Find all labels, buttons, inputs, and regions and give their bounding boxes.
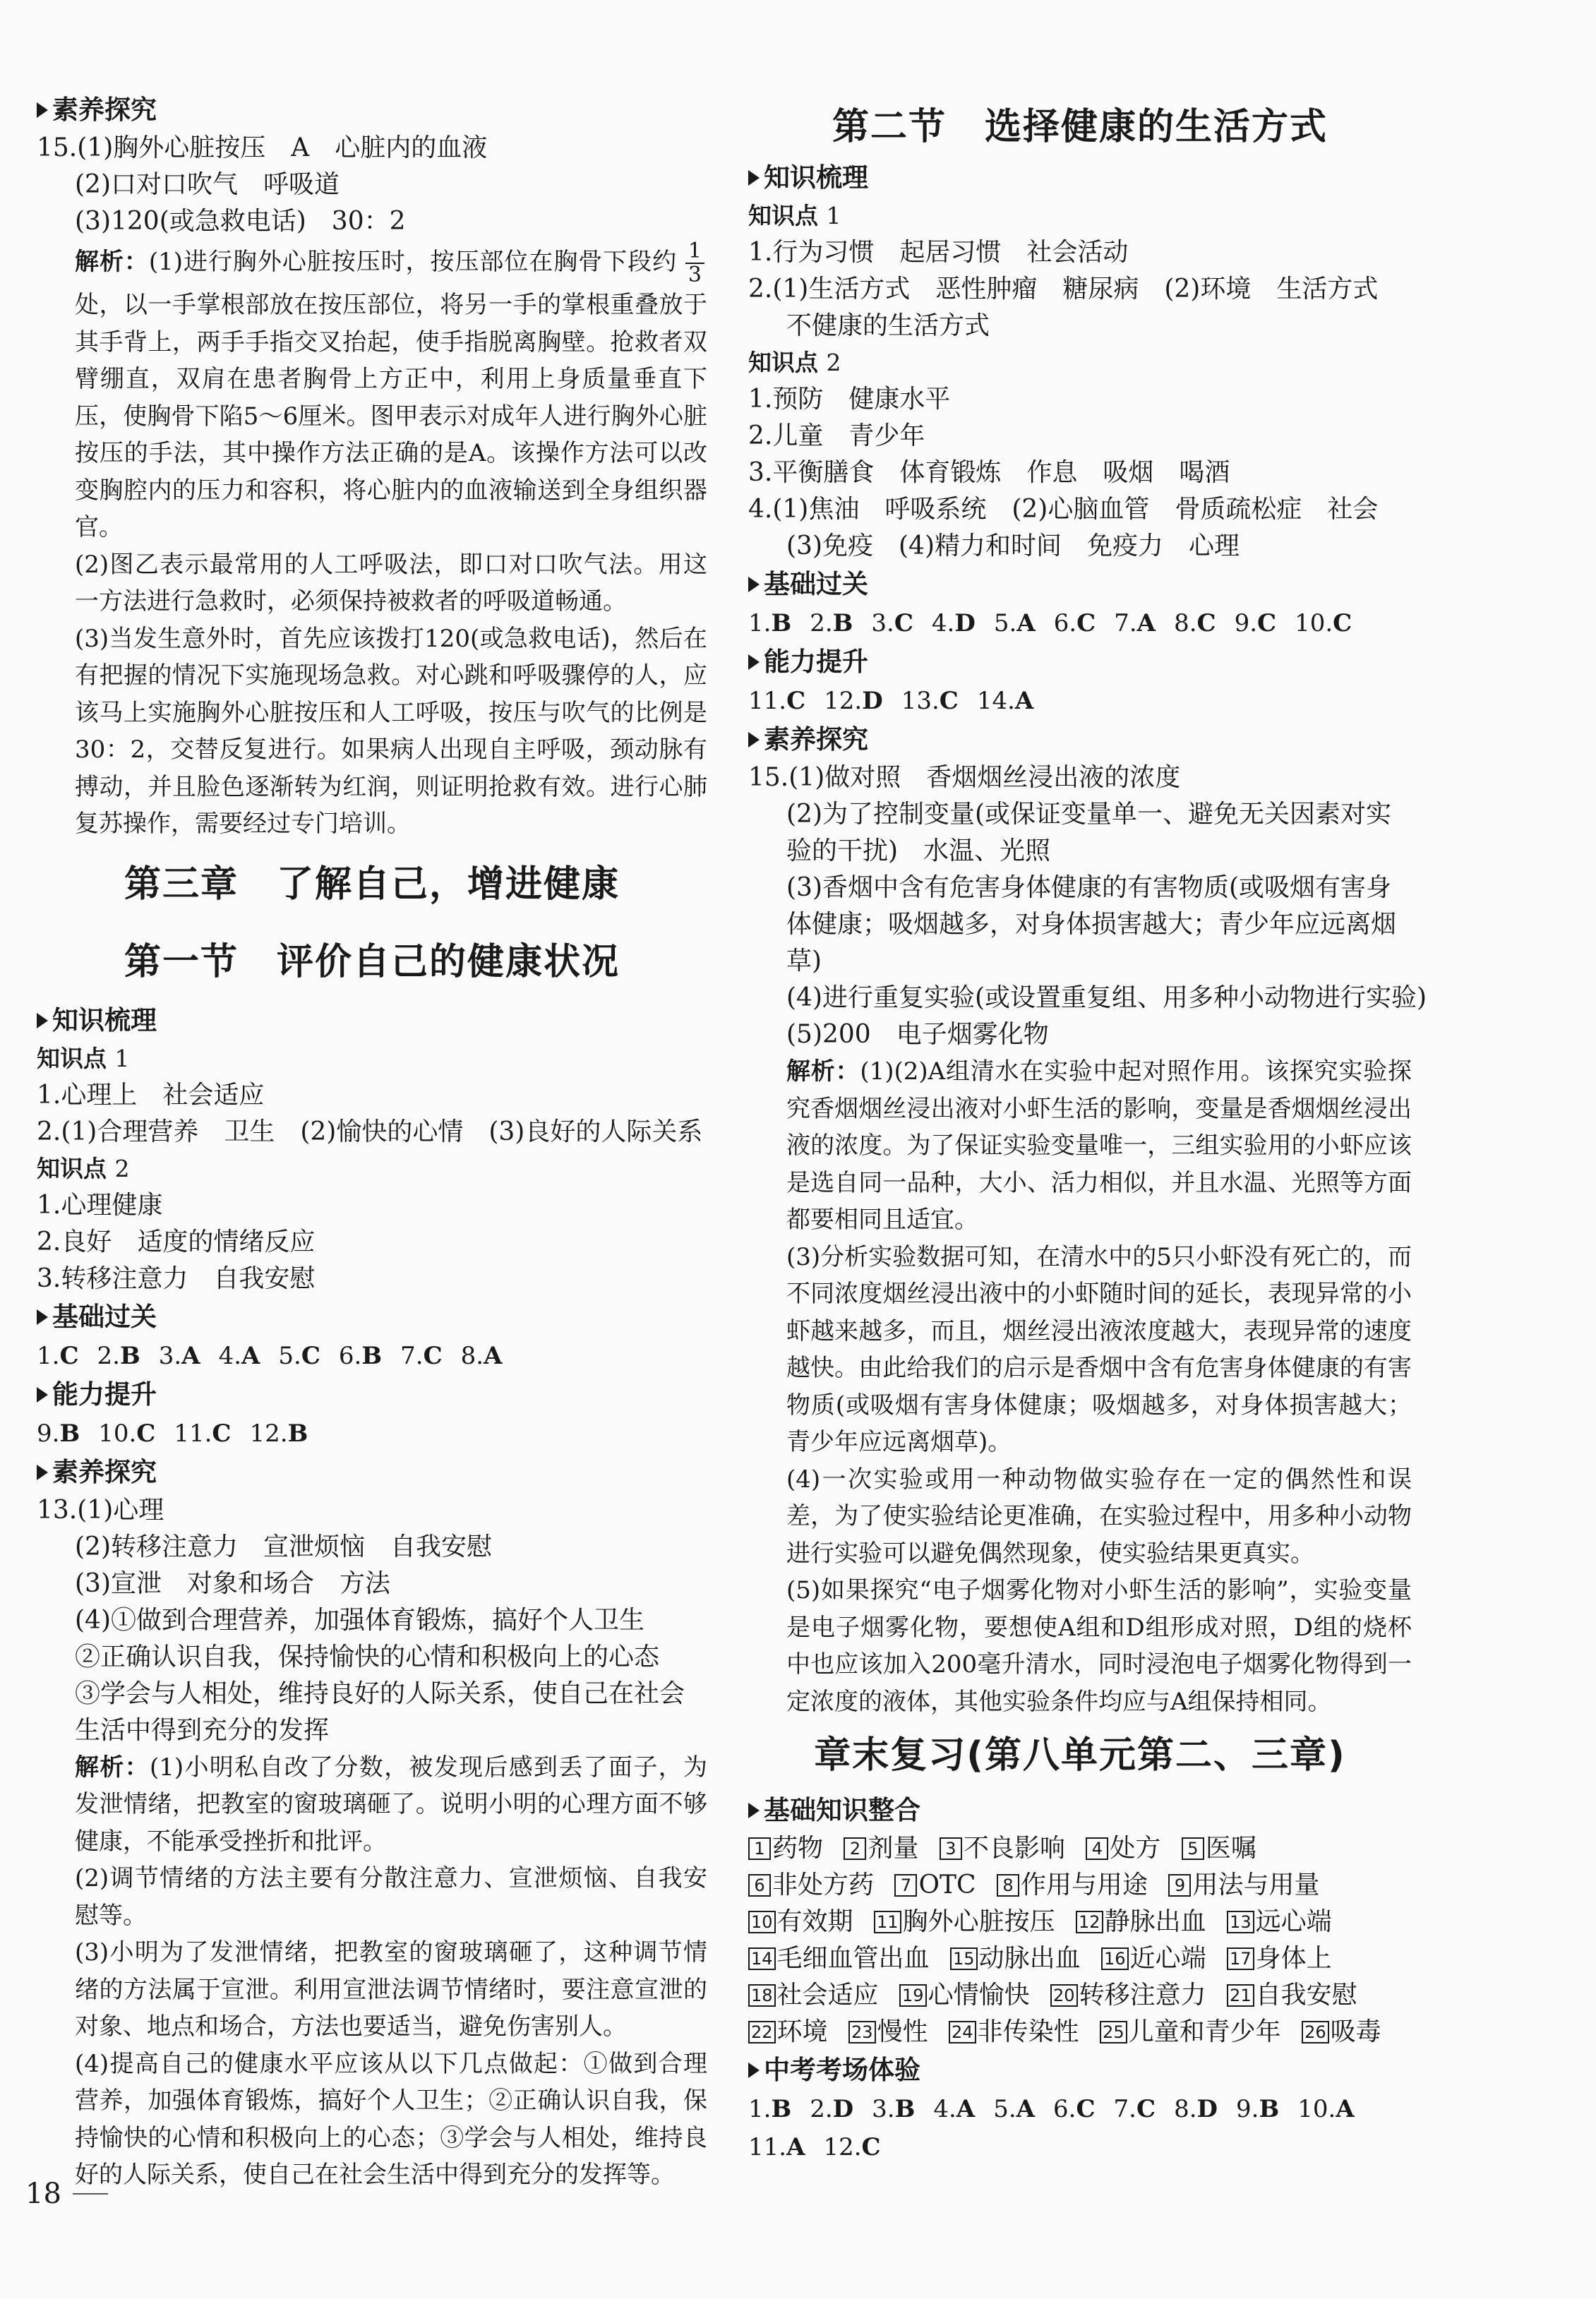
answer-letter: D bbox=[832, 2095, 854, 2123]
review-term: 环境 bbox=[776, 2017, 828, 2046]
answer-letter: C bbox=[939, 687, 959, 715]
section-heading-basic: 基础过关 bbox=[37, 1297, 707, 1337]
answer-letter: C bbox=[136, 1419, 156, 1448]
review-term: 转移注意力 bbox=[1079, 1981, 1206, 2010]
boxed-number: 24 bbox=[949, 2021, 976, 2043]
question-number: 1. bbox=[748, 2095, 772, 2123]
boxed-number: 13 bbox=[1227, 1911, 1254, 1933]
boxed-number: 18 bbox=[748, 1984, 776, 2007]
answer-line: (2)转移注意力 宣泄烦恼 自我安慰 bbox=[75, 1532, 492, 1561]
answer-item bbox=[872, 2090, 915, 2128]
answer-item bbox=[871, 604, 913, 642]
knowledge-line: 2.(1)生活方式 恶性肿瘤 糖尿病 (2)环境 生活方式 bbox=[748, 275, 1379, 304]
answer-letter: C bbox=[1136, 2095, 1156, 2123]
answer-item bbox=[994, 604, 1036, 642]
answer-item bbox=[219, 1337, 260, 1375]
knowledge-line: 2.良好 适度的情绪反应 bbox=[37, 1227, 316, 1256]
answer-item bbox=[748, 604, 791, 642]
question-number: 2. bbox=[97, 1341, 120, 1370]
review-term: 儿童和青少年 bbox=[1128, 2017, 1281, 2046]
review-term: 胸外心脏按压 bbox=[902, 1907, 1055, 1936]
answer-item bbox=[97, 1337, 140, 1375]
review-term: 作用与用途 bbox=[1021, 1871, 1148, 1899]
question-number: 3. bbox=[872, 2095, 895, 2123]
section-heading-exam: 中考考场体验 bbox=[748, 2051, 1412, 2090]
analysis-paragraph: (4)提高自己的健康水平应该从以下几点做起：①做到合理营养，加强体育锻炼，搞好个人卫生；②正确认识自我，保持愉快的心情和积极向上的心态；③学会与人相处，维持良好的人际关系，使自己在社会生活中得到充分的发挥等。 bbox=[75, 2049, 707, 2189]
analysis-text: 处，以一手掌根部放在按压部位，将另一手的掌根重叠放于其手背上，两手手指交叉抬起，使手指脱离胸壁。抢救者双臂绷直，双肩在患者胸骨上方正中，利用上身质量垂直下压，使胸骨下陷5～6厘米。图甲表示对成年人进行胸外心脏按压的手法，其中操作方法正确的是A。该操作方法可以改变胸腔内的压力和容积，将心脏内的血液输送到全身组织器官。 bbox=[75, 291, 707, 541]
review-item bbox=[1050, 1981, 1206, 2010]
boxed-number: 11 bbox=[874, 1911, 901, 1933]
section-title: 第一节 评价自己的健康状况 bbox=[124, 940, 620, 983]
knowledge-point-label: 知识点 2 bbox=[748, 349, 841, 376]
knowledge-line: 2.儿童 青少年 bbox=[748, 421, 925, 450]
question-number: 8. bbox=[460, 1341, 484, 1370]
boxed-number: 4 bbox=[1086, 1837, 1108, 1860]
answer-letter: D bbox=[954, 609, 976, 637]
review-term: 吸毒 bbox=[1330, 2017, 1381, 2046]
question-number: 11. bbox=[748, 687, 787, 715]
knowledge-line: 1.心理健康 bbox=[37, 1190, 163, 1220]
review-item bbox=[748, 1944, 930, 1973]
answer-letter: C bbox=[894, 609, 913, 637]
answer-item bbox=[461, 1337, 503, 1375]
answer-letter: B bbox=[119, 1341, 140, 1370]
analysis-label: 解析： bbox=[75, 248, 149, 276]
boxed-number: 15 bbox=[950, 1947, 978, 1970]
chapter-review-title: 章末复习(第八单元第二、三章) bbox=[814, 1734, 1346, 1777]
answer-item bbox=[810, 604, 853, 642]
question-number: 6. bbox=[1053, 609, 1077, 637]
boxed-number: 23 bbox=[848, 2021, 876, 2043]
answer-letter: A bbox=[181, 1341, 200, 1370]
review-item bbox=[848, 2017, 928, 2046]
analysis-paragraph: (3)当发生意外时，首先应该拨打120(或急救电话)，然后在有把握的情况下实施现场急救。对心跳和呼吸骤停的人，应该马上实施胸外心脏按压和人工呼吸，按压与吹气的比例是30：2，交替反复进行。如果病人出现自主呼吸，颈动脉有搏动，并且脸色逐渐转为红润，则证明抢救有效。进行心肺复苏操作，需要经过专门培训。 bbox=[75, 624, 707, 838]
section-heading-basic: 基础过关 bbox=[748, 565, 1412, 604]
fraction-denominator: 3 bbox=[688, 263, 702, 287]
review-term: 动脉出血 bbox=[978, 1944, 1081, 1973]
answer-item bbox=[37, 1337, 79, 1375]
answer-item bbox=[98, 1415, 155, 1453]
knowledge-point-label: 知识点 1 bbox=[748, 202, 841, 229]
question-number: 11. bbox=[748, 2133, 787, 2161]
answer-item bbox=[249, 1415, 308, 1453]
fraction-numerator: 1 bbox=[685, 240, 704, 264]
review-item bbox=[748, 1834, 823, 1863]
review-item bbox=[899, 1981, 1030, 2010]
question-number: 5. bbox=[993, 609, 1017, 637]
review-term: 不良影响 bbox=[963, 1834, 1065, 1863]
question-number: 7. bbox=[1114, 609, 1137, 637]
review-term: 非处方药 bbox=[772, 1871, 875, 1899]
knowledge-line: 2.(1)合理营养 卫生 (2)愉快的心情 (3)良好的人际关系 bbox=[37, 1117, 703, 1146]
answer-letter: C bbox=[212, 1419, 232, 1448]
answer-item bbox=[748, 682, 805, 720]
left-column bbox=[37, 90, 707, 2194]
answer-line: ③学会与人相处，维持良好的人际关系，使自己在社会生活中得到充分的发挥 bbox=[75, 1679, 685, 1745]
question-number: 5. bbox=[278, 1341, 301, 1370]
analysis-paragraph bbox=[37, 240, 707, 546]
answer-letter: B bbox=[771, 609, 792, 637]
review-item bbox=[1227, 1944, 1332, 1973]
answer-letter: A bbox=[484, 1341, 503, 1370]
review-term: 身体上 bbox=[1255, 1944, 1332, 1973]
answer-letter: C bbox=[59, 1341, 79, 1370]
knowledge-line: 3.转移注意力 自我安慰 bbox=[37, 1263, 316, 1293]
review-item bbox=[874, 1907, 1055, 1936]
review-item bbox=[1100, 2017, 1281, 2046]
answer-letter: B bbox=[361, 1341, 383, 1370]
section-heading-knowledge: 知识梳理 bbox=[748, 158, 1412, 198]
analysis-paragraph: (5)如果探究“电子烟雾化物对小虾生活的影响”，实验变量是电子烟雾化物，要想使A组和D组形成对照，D组的烧杯中也应该加入200毫升清水，同时浸泡电子烟雾化物得到一定浓度的液体，其他实验条件均应与A组保持相同。 bbox=[786, 1576, 1412, 1716]
chapter-title: 第三章 了解自己，增进健康 bbox=[124, 863, 620, 906]
knowledge-line: (3)免疫 (4)精力和时间 免疫力 心理 bbox=[786, 532, 1240, 560]
boxed-number: 20 bbox=[1050, 1984, 1078, 2007]
answer-item bbox=[1174, 2090, 1218, 2128]
analysis-paragraph: (3)分析实验数据可知，在清水中的5只小虾没有死亡的，而不同浓度烟丝浸出液中的小虾随时间的延长，表现异常的小虾越来越多，而且，烟丝浸出液浓度越大，表现异常的速度越快。由此给我们的启示是香烟中含有危害身体健康的有害物质(或吸烟有害身体健康；吸烟越多，对身体损害越大；青少年应远离烟草)。 bbox=[786, 1242, 1412, 1456]
review-item bbox=[1086, 1834, 1160, 1863]
boxed-number: 16 bbox=[1101, 1947, 1129, 1970]
boxed-number: 7 bbox=[894, 1874, 917, 1897]
answer-letter: B bbox=[771, 2095, 792, 2123]
answer-line: 13.(1)心理 bbox=[37, 1495, 164, 1525]
question-number: 8. bbox=[1174, 2095, 1197, 2123]
answer-item bbox=[933, 2090, 975, 2128]
answer-letter: C bbox=[861, 2133, 881, 2161]
answer-item bbox=[278, 1337, 320, 1375]
analysis-paragraph: 解析：(1)小明私自改了分数，被发现后感到丢了面子，为发泄情绪，把教室的窗玻璃砸了。说明小明的心理方面不够健康，不能承受挫折和批评。 bbox=[75, 1753, 707, 1856]
answer-item bbox=[901, 682, 959, 720]
answer-letter: B bbox=[832, 609, 853, 637]
answer-row bbox=[37, 1415, 707, 1453]
answer-row bbox=[37, 1337, 707, 1375]
review-item bbox=[844, 1834, 918, 1863]
review-item bbox=[1076, 1907, 1206, 1936]
answer-letter: D bbox=[1196, 2095, 1218, 2123]
answer-letter: D bbox=[862, 687, 883, 715]
analysis-paragraph: (2)调节情绪的方法主要有分散注意力、宣泄烦恼、自我安慰等。 bbox=[75, 1864, 707, 1930]
question-number: 12. bbox=[824, 687, 863, 715]
question-number: 5. bbox=[993, 2095, 1016, 2123]
knowledge-line: 1.行为习惯 起居习惯 社会活动 bbox=[748, 238, 1129, 267]
boxed-number: 5 bbox=[1182, 1837, 1204, 1860]
analysis-paragraph: (3)小明为了发泄情绪，把教室的窗玻璃砸了，这种调节情绪的方法属于宣泄。利用宣泄法调节情绪时，要注意宣泄的对象、地点和场合，方法也要适当，避免伤害别人。 bbox=[75, 1938, 707, 2041]
review-term: OTC bbox=[918, 1871, 976, 1899]
analysis-paragraph: 解析：(1)(2)A组清水在实验中起对照作用。该探究实验探究香烟烟丝浸出液对小虾生活的影响，变量是香烟烟丝浸出液的浓度。为了保证实验变量唯一，三组实验用的小虾应该是选自同一品种，大小、活力相似，并且水温、光照等方面都要相同且适宜。 bbox=[786, 1057, 1412, 1234]
boxed-number: 22 bbox=[748, 2021, 776, 2043]
analysis-label: 解析： bbox=[786, 1057, 860, 1086]
answer-item bbox=[37, 1415, 80, 1453]
section-heading-inquiry: 素养探究 bbox=[37, 1453, 707, 1492]
answer-letter: B bbox=[1259, 2095, 1280, 2123]
boxed-number: 2 bbox=[844, 1837, 866, 1860]
answer-letter: C bbox=[1333, 609, 1352, 637]
question-number: 4. bbox=[933, 2095, 956, 2123]
knowledge-line: 4.(1)焦油 呼吸系统 (2)心脑血管 骨质疏松症 社会 bbox=[748, 495, 1379, 524]
answer-item bbox=[1053, 2090, 1096, 2128]
answer-item bbox=[1174, 604, 1216, 642]
analysis-paragraph: (2)图乙表示最常用的人工呼吸法，即口对口吹气法。用这一方法进行急救时，必须保持被救者的呼吸道畅通。 bbox=[75, 550, 707, 616]
review-term: 剂量 bbox=[868, 1834, 919, 1863]
boxed-number: 12 bbox=[1076, 1911, 1103, 1933]
review-term: 社会适应 bbox=[776, 1981, 879, 2010]
boxed-number: 25 bbox=[1100, 2021, 1127, 2043]
answer-letter: A bbox=[241, 1341, 260, 1370]
answer-line: 15.(1)做对照 香烟烟丝浸出液的浓度 bbox=[748, 763, 1181, 792]
review-term: 自我安慰 bbox=[1255, 1981, 1357, 2010]
review-item bbox=[748, 1907, 853, 1936]
question-number: 2. bbox=[810, 609, 833, 637]
review-term: 心情愉快 bbox=[928, 1981, 1030, 2010]
answer-item bbox=[1236, 2090, 1279, 2128]
page-number: 18 bbox=[25, 2178, 108, 2210]
answer-row bbox=[748, 2128, 1412, 2166]
boxed-number: 3 bbox=[940, 1837, 962, 1860]
answer-letter: A bbox=[1016, 2095, 1036, 2123]
answer-letter: C bbox=[423, 1341, 443, 1370]
section-heading-inquiry: 素养探究 bbox=[37, 90, 707, 130]
review-item bbox=[748, 2017, 828, 2046]
answer-line: (3)宣泄 对象和场合 方法 bbox=[75, 1568, 390, 1598]
boxed-number: 21 bbox=[1227, 1984, 1254, 2007]
boxed-number: 17 bbox=[1227, 1947, 1254, 1970]
question-number: 7. bbox=[1113, 2095, 1136, 2123]
answer-row bbox=[748, 2090, 1412, 2128]
answer-letter: A bbox=[1014, 687, 1034, 715]
answer-line: (2)口对口吹气 呼吸道 bbox=[75, 170, 340, 199]
review-item bbox=[949, 2017, 1079, 2046]
question-number: 4. bbox=[931, 609, 955, 637]
section-heading-inquiry: 素养探究 bbox=[748, 720, 1412, 760]
answer-letter: A bbox=[786, 2133, 805, 2161]
section-heading-basic-knowledge: 基础知识整合 bbox=[748, 1791, 1412, 1830]
answer-line: (3)120(或急救电话) 30：2 bbox=[75, 207, 406, 236]
review-item bbox=[997, 1871, 1148, 1899]
answer-item bbox=[824, 682, 883, 720]
knowledge-point-label: 知识点 2 bbox=[37, 1154, 130, 1182]
section-title: 第二节 选择健康的生活方式 bbox=[832, 106, 1328, 148]
answer-letter: C bbox=[1196, 609, 1216, 637]
boxed-number: 10 bbox=[748, 1911, 776, 1933]
answer-letter: A bbox=[956, 2095, 976, 2123]
knowledge-line: 1.心理上 社会适应 bbox=[37, 1080, 265, 1110]
answer-line: (4)①做到合理营养，加强体育锻炼，搞好个人卫生 bbox=[75, 1605, 644, 1635]
question-number: 3. bbox=[871, 609, 894, 637]
section-heading-ability: 能力提升 bbox=[37, 1375, 707, 1415]
question-number: 4. bbox=[218, 1341, 242, 1370]
question-number: 2. bbox=[810, 2095, 833, 2123]
answer-letter: A bbox=[1016, 609, 1036, 637]
review-term: 近心端 bbox=[1129, 1944, 1206, 1973]
answer-item bbox=[339, 1337, 382, 1375]
answer-item bbox=[748, 2090, 791, 2128]
answer-line: (3)香烟中含有危害身体健康的有害物质(或吸烟有害身体健康；吸烟越多，对身体损害越大；青少年应远离烟草) bbox=[786, 873, 1397, 976]
review-item bbox=[748, 1871, 874, 1899]
review-term: 医嘱 bbox=[1205, 1834, 1256, 1863]
knowledge-point-label: 知识点 1 bbox=[37, 1044, 130, 1072]
answer-letter: C bbox=[1076, 609, 1096, 637]
review-items bbox=[748, 1830, 1412, 2051]
answer-item bbox=[1297, 2090, 1354, 2128]
answer-item bbox=[993, 2090, 1035, 2128]
review-item bbox=[940, 1834, 1065, 1863]
answer-letter: B bbox=[894, 2095, 916, 2123]
review-item bbox=[1302, 2017, 1381, 2046]
review-item bbox=[1227, 1907, 1332, 1936]
answer-item bbox=[1114, 604, 1156, 642]
review-term: 静脉出血 bbox=[1104, 1907, 1206, 1936]
review-term: 慢性 bbox=[877, 2017, 928, 2046]
review-item bbox=[1182, 1834, 1256, 1863]
review-item bbox=[1227, 1981, 1357, 2010]
boxed-number: 9 bbox=[1168, 1874, 1191, 1897]
question-number: 14. bbox=[976, 687, 1015, 715]
answer-letter: C bbox=[786, 687, 806, 715]
answer-letter: B bbox=[287, 1419, 308, 1448]
question-number: 9. bbox=[1236, 2095, 1259, 2123]
answer-item bbox=[174, 1415, 231, 1453]
answer-item bbox=[159, 1337, 200, 1375]
answer-letter: C bbox=[1076, 2095, 1096, 2123]
question-number: 1. bbox=[37, 1341, 60, 1370]
knowledge-line: 不健康的生活方式 bbox=[786, 311, 990, 340]
answer-line: ②正确认识自我，保持愉快的心情和积极向上的心态 bbox=[75, 1642, 660, 1671]
boxed-number: 26 bbox=[1302, 2021, 1329, 2043]
answer-item bbox=[977, 682, 1033, 720]
analysis-paragraph: (4)一次实验或用一种动物做实验存在一定的偶然性和误差，为了使实验结论更准确，在实验过程中，用多种小动物进行实验可以避免偶然现象，使实验结果更真实。 bbox=[786, 1465, 1412, 1568]
boxed-number: 1 bbox=[748, 1837, 771, 1860]
question-number: 7. bbox=[400, 1341, 424, 1370]
answer-line: (2)为了控制变量(或保证变量单一、避免无关因素对实验的干扰) 水温、光照 bbox=[786, 800, 1392, 865]
boxed-number: 8 bbox=[997, 1874, 1019, 1897]
answer-item bbox=[1295, 604, 1352, 642]
answer-row bbox=[748, 604, 1412, 642]
question-number: 9. bbox=[37, 1419, 60, 1448]
review-term: 非传染性 bbox=[977, 2017, 1079, 2046]
review-item bbox=[1101, 1944, 1206, 1973]
answer-letter: A bbox=[1336, 2095, 1355, 2123]
question-number: 8. bbox=[1174, 609, 1197, 637]
analysis-label: 解析： bbox=[75, 1753, 150, 1782]
answer-row bbox=[748, 682, 1412, 720]
section-heading-ability: 能力提升 bbox=[748, 642, 1412, 682]
review-term: 毛细血管出血 bbox=[776, 1944, 930, 1973]
answer-line: (5)200 电子烟雾化物 bbox=[786, 1020, 1049, 1049]
review-term: 有效期 bbox=[776, 1907, 853, 1936]
review-item bbox=[894, 1871, 976, 1899]
section-heading-knowledge: 知识梳理 bbox=[37, 1001, 707, 1040]
question-number: 11. bbox=[174, 1419, 212, 1448]
review-term: 用法与用量 bbox=[1192, 1871, 1320, 1899]
analysis-text: (1)进行胸外心脏按压时，按压部位在胸骨下段约 bbox=[148, 248, 678, 276]
answer-line: (4)进行重复实验(或设置重复组、用多种小动物进行实验) bbox=[786, 983, 1427, 1012]
knowledge-line: 1.预防 健康水平 bbox=[748, 385, 951, 414]
question-number: 12. bbox=[249, 1419, 288, 1448]
review-item bbox=[1168, 1871, 1319, 1899]
question-number: 13. bbox=[901, 687, 940, 715]
answer-item bbox=[823, 2128, 880, 2166]
boxed-number: 14 bbox=[748, 1947, 776, 1970]
boxed-number: 19 bbox=[899, 1984, 927, 2007]
answer-letter: C bbox=[301, 1341, 320, 1370]
question-number: 6. bbox=[338, 1341, 362, 1370]
answer-item bbox=[1235, 604, 1277, 642]
answer-item bbox=[1114, 2090, 1156, 2128]
answer-letter: C bbox=[1257, 609, 1277, 637]
answer-line: 15.(1)胸外心脏按压 A 心脏内的血液 bbox=[37, 133, 488, 162]
review-item bbox=[748, 1981, 879, 2010]
review-term: 远心端 bbox=[1255, 1907, 1332, 1936]
review-item bbox=[950, 1944, 1081, 1973]
answer-letter: A bbox=[1136, 609, 1156, 637]
answer-item bbox=[748, 2128, 805, 2166]
question-number: 10. bbox=[1295, 609, 1333, 637]
right-column bbox=[748, 96, 1427, 2166]
answer-item bbox=[932, 604, 976, 642]
review-term: 药物 bbox=[772, 1834, 824, 1863]
answer-item bbox=[810, 2090, 853, 2128]
question-number: 9. bbox=[1234, 609, 1258, 637]
answer-letter: B bbox=[59, 1419, 80, 1448]
boxed-number: 6 bbox=[748, 1874, 771, 1897]
fraction-one-third bbox=[685, 240, 704, 287]
question-number: 3. bbox=[158, 1341, 182, 1370]
question-number: 12. bbox=[823, 2133, 862, 2161]
question-number: 1. bbox=[748, 609, 772, 637]
question-number: 6. bbox=[1053, 2095, 1076, 2123]
question-number: 10. bbox=[1297, 2095, 1336, 2123]
answer-item bbox=[1054, 604, 1096, 642]
question-number: 10. bbox=[98, 1419, 137, 1448]
knowledge-line: 3.平衡膳食 体育锻炼 作息 吸烟 喝酒 bbox=[748, 458, 1230, 487]
answer-item bbox=[400, 1337, 443, 1375]
review-term: 处方 bbox=[1110, 1834, 1161, 1863]
